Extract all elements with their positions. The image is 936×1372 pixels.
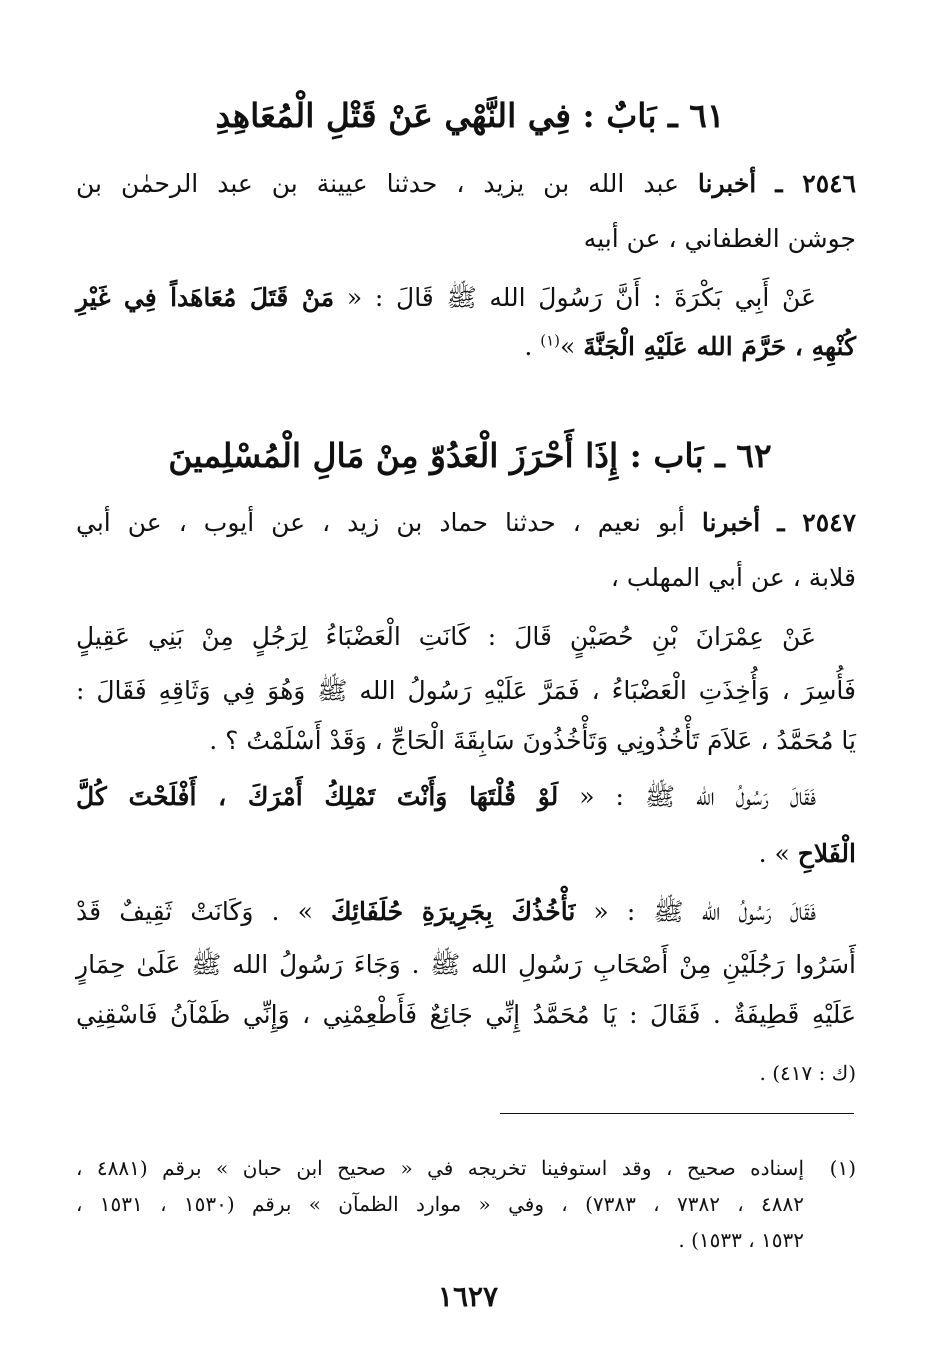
chapter-61-heading: ٦١ ـ بَابٌ : فِي النَّهْي عَنْ قَتْلِ الْمُعَاهِدِ: [215, 96, 725, 135]
para-text: » . وَكَانَتْ ثَقِيفٌ قَدْ: [76, 897, 313, 926]
matn-quote-bold: مَنْ قَتَلَ مُعَاهَداً فِي غَيْرِ: [76, 283, 335, 312]
manuscript-reference: (ك : ٤١٧): [772, 1061, 856, 1085]
hadith-number: ٢٥٤٦ ـ: [775, 169, 857, 198]
hadith-2547-para-1-line-3: يَا مُحَمَّدُ ، عَلاَمَ تَأْخُذُونِي وَتَأْخُذُونَ سَابِقَةَ الْحَاجِّ ، وَقَدْ أَسْلَمْتُ ؟ .: [209, 726, 856, 755]
hadith-2547-para-3-line-2: أَسَرُوا رَجُلَيْنِ مِنْ أَصْحَابِ رَسُولِ الله ﷺ . وَجَاءَ رَسُولُ الله ﷺ عَلَىٰ حِمَارٍ: [76, 950, 856, 979]
sentence-end: .: [759, 1061, 773, 1085]
matn-quote-bold: الْفَلاحِ: [797, 839, 856, 868]
hadith-number: ٢٥٤٧ ـ: [777, 508, 856, 537]
matn-text: عَنْ أَبِي بَكْرَةَ : أَنَّ رَسُولَ الله ﷺ قَالَ : «: [346, 283, 816, 312]
matn-quote-bold: كُنْهِهِ ، حَرَّمَ الله عَلَيْهِ الْجَنَّةَ: [583, 332, 856, 361]
quote-close: »: [560, 332, 576, 361]
hadith-2547-isnad-line-2: قلابة ، عن أبي المهلب ،: [610, 563, 856, 592]
hadith-2547-para-1-line-1: عَنْ عِمْرَانَ بْنِ حُصَيْنٍ قَالَ : كَانَتِ الْعَضْبَاءُ لِرَجُلٍ مِنْ بَنِي عَقِيلٍ: [76, 622, 816, 651]
isnad-text: عبد الله بن يزيد ، حدثنا عيينة بن عبد الرحمٰن بن: [76, 169, 679, 198]
matn-quote-bold: لَوْ قُلْتَهَا وَأَنْتَ تَمْلِكُ أَمْرَكَ ، أَفْلَحْتَ كُلَّ: [76, 782, 559, 811]
para-text: فَقَالَ رَسُولُ الله ﷺ : «: [579, 782, 817, 811]
isnad-lead: أخبرنا: [701, 508, 761, 537]
hadith-2547-para-3-line-4: [76, 1053, 856, 1093]
isnad-text: أبو نعيم ، حدثنا حماد بن زيد ، عن أيوب ، عن أبي: [76, 508, 685, 537]
hadith-2546-isnad-line-2: جوشن الغطفاني ، عن أبيه: [583, 224, 856, 253]
hadith-2547-para-3-line-3: عَلَيْهِ قَطِيفَةٌ . فَقَالَ : يَا مُحَمَّدُ إِنِّي جَائِعٌ فَأَطْعِمْنِي ، وَإِنِّي ظَمْآنُ فَاسْقِنِي: [76, 1000, 856, 1029]
footnote-1-line-3: ١٥٣٢ ، ١٥٣٣) .: [678, 1228, 804, 1252]
hadith-2546-matn-line-2: [76, 327, 856, 367]
page-number: ١٦٢٧: [437, 1280, 499, 1313]
footnote-1-line-2: ٤٨٨٢ ، ٧٣٨٢ ، ٧٣٨٣) ، وفي « موارد الظمآن » برقم (١٥٣٠ ، ١٥٣١ ،: [76, 1192, 805, 1216]
hadith-2546-matn-line-1: [76, 278, 856, 318]
hadith-2547-para-3-line-1: [76, 892, 856, 932]
footnote-separator: [500, 1113, 854, 1114]
hadith-2547-para-1-line-2: فَأُسِرَ ، وَأُخِذَتِ الْعَضْبَاءُ ، فَمَرَّ عَلَيْهِ رَسُولُ الله ﷺ وَهُوَ فِي وَثَاقِهِ فَقَالَ :: [76, 676, 856, 705]
footnote-1-line-1: [76, 1150, 856, 1186]
isnad-lead: أخبرنا: [697, 169, 757, 198]
footnote-reference[interactable]: (١): [540, 331, 561, 350]
hadith-2547-isnad-line-1: [76, 503, 856, 543]
footnote-text: إسناده صحيح ، وقد استوفينا تخريجه في « صحيح ابن حبان » برقم (٤٨٨١ ،: [76, 1156, 804, 1180]
hadith-2547-para-2-line-2: [76, 834, 856, 874]
para-text: فَقَالَ رَسُولُ الله ﷺ : «: [593, 897, 816, 926]
hadith-2547-para-2-line-1: [76, 777, 856, 817]
quote-close: » .: [758, 839, 790, 868]
footnote-marker: (١): [829, 1156, 856, 1180]
hadith-2546-isnad-line-1: [76, 164, 856, 204]
chapter-62-heading: ٦٢ ـ بَاب : إِذَا أَحْرَزَ الْعَدُوّ مِنْ مَالِ الْمُسْلِمينَ: [168, 436, 772, 475]
matn-quote-bold: نَأْخُذُكَ بِجَرِيرَةِ حُلَفَائِكَ: [331, 897, 576, 926]
sentence-end: .: [524, 332, 541, 361]
